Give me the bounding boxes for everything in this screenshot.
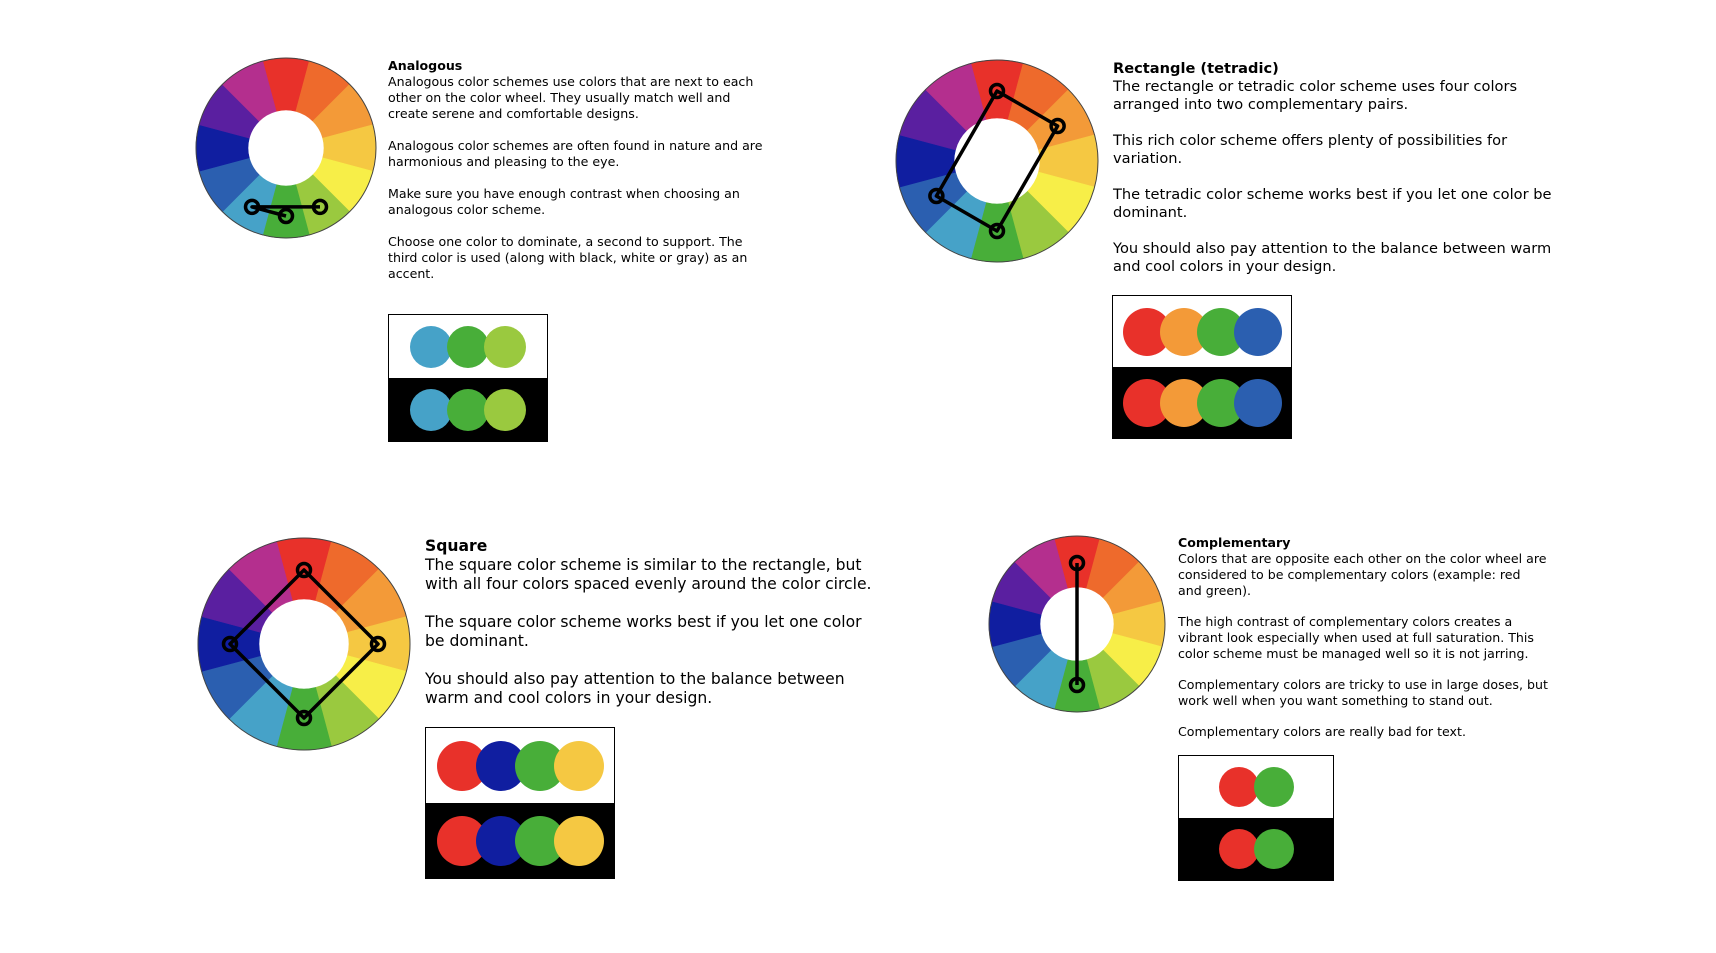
square-paragraph-1: The square color scheme is similar to the rectangle, but with all four colors spaced evenly around the color circle.: [425, 556, 872, 593]
square-swatch-box: [425, 727, 615, 879]
complementary-paragraph-3: Complementary colors are tricky to use in large doses, but work well when you want something to stand out.: [1178, 677, 1548, 708]
rectangle-title: Rectangle (tetradic): [1113, 60, 1279, 77]
complementary-swatch-box: [1178, 755, 1334, 881]
rectangle-paragraph-3: The tetradic color scheme works best if you let one color be dominant.: [1113, 186, 1552, 221]
complementary-paragraph-4: Complementary colors are really bad for text.: [1178, 724, 1466, 739]
analogous-swatch-box: [388, 314, 548, 442]
swatch-dark-background: [426, 803, 614, 878]
swatch-dark-background: [1113, 367, 1291, 438]
analogous-paragraph-1: Analogous color schemes use colors that are next to each other on the color wheel. They usually match well and create serene and comfortable designs.: [388, 74, 754, 121]
complementary-title: Complementary: [1178, 535, 1291, 550]
color-wheel-analogous: [194, 56, 378, 240]
complementary-paragraph-2: The high contrast of complementary colors creates a vibrant look especially when used at full saturation. This color scheme must be managed well so it is not jarring.: [1178, 614, 1534, 661]
swatch-dot: [554, 741, 604, 791]
square-swatch-row-dark: [426, 803, 614, 878]
square-title: Square: [425, 537, 488, 555]
rectangle-swatch-row-light: [1113, 296, 1291, 367]
color-wheel-rectangle: [894, 58, 1100, 264]
color-wheel-square: [196, 536, 412, 752]
swatch-light-background: [1179, 756, 1333, 818]
square-description: [425, 537, 875, 727]
complementary-paragraph-1: Colors that are opposite each other on the color wheel are considered to be complementary colors (example: red and green).: [1178, 551, 1547, 598]
analogous-swatch-row-dark: [389, 378, 547, 441]
square-swatch-row-light: [426, 728, 614, 803]
rectangle-description: [1113, 60, 1553, 294]
rectangle-paragraph-1: The rectangle or tetradic color scheme uses four colors arranged into two complementary pairs.: [1113, 78, 1518, 113]
square-paragraph-3: You should also pay attention to the balance between warm and cool colors in your design.: [425, 670, 845, 707]
color-wheel-complementary: [987, 534, 1167, 714]
rectangle-swatch-row-dark: [1113, 367, 1291, 438]
swatch-dot: [1234, 308, 1282, 356]
analogous-paragraph-3: Make sure you have enough contrast when choosing an analogous color scheme.: [388, 186, 740, 217]
swatch-dot: [410, 389, 452, 431]
swatch-dot: [484, 326, 526, 368]
rectangle-paragraph-2: This rich color scheme offers plenty of possibilities for variation.: [1113, 132, 1508, 167]
analogous-swatch-row-light: [389, 315, 547, 378]
swatch-dot: [1219, 829, 1259, 869]
swatch-dot: [1219, 767, 1259, 807]
swatch-dot: [1254, 829, 1294, 869]
analogous-title: Analogous: [388, 58, 463, 73]
swatch-dot: [1234, 379, 1282, 427]
swatch-light-background: [1113, 296, 1291, 367]
swatch-dot: [447, 389, 489, 431]
analogous-description: [388, 58, 768, 298]
complementary-description: [1178, 535, 1548, 755]
square-paragraph-2: The square color scheme works best if you let one color be dominant.: [425, 613, 862, 650]
swatch-dot: [484, 389, 526, 431]
swatch-dot: [1254, 767, 1294, 807]
swatch-dot: [447, 326, 489, 368]
swatch-light-background: [389, 315, 547, 378]
complementary-swatch-row-light: [1179, 756, 1333, 818]
analogous-paragraph-2: Analogous color schemes are often found in nature and are harmonious and pleasing to the eye.: [388, 138, 763, 169]
swatch-dot: [410, 326, 452, 368]
swatch-dark-background: [389, 378, 547, 441]
analogous-paragraph-4: Choose one color to dominate, a second to support. The third color is used (along with black, white or gray) as an accent.: [388, 234, 748, 281]
complementary-swatch-row-dark: [1179, 818, 1333, 880]
swatch-dark-background: [1179, 818, 1333, 880]
swatch-dot: [554, 816, 604, 866]
swatch-light-background: [426, 728, 614, 803]
rectangle-swatch-box: [1112, 295, 1292, 439]
rectangle-paragraph-4: You should also pay attention to the balance between warm and cool colors in your design.: [1113, 240, 1552, 275]
